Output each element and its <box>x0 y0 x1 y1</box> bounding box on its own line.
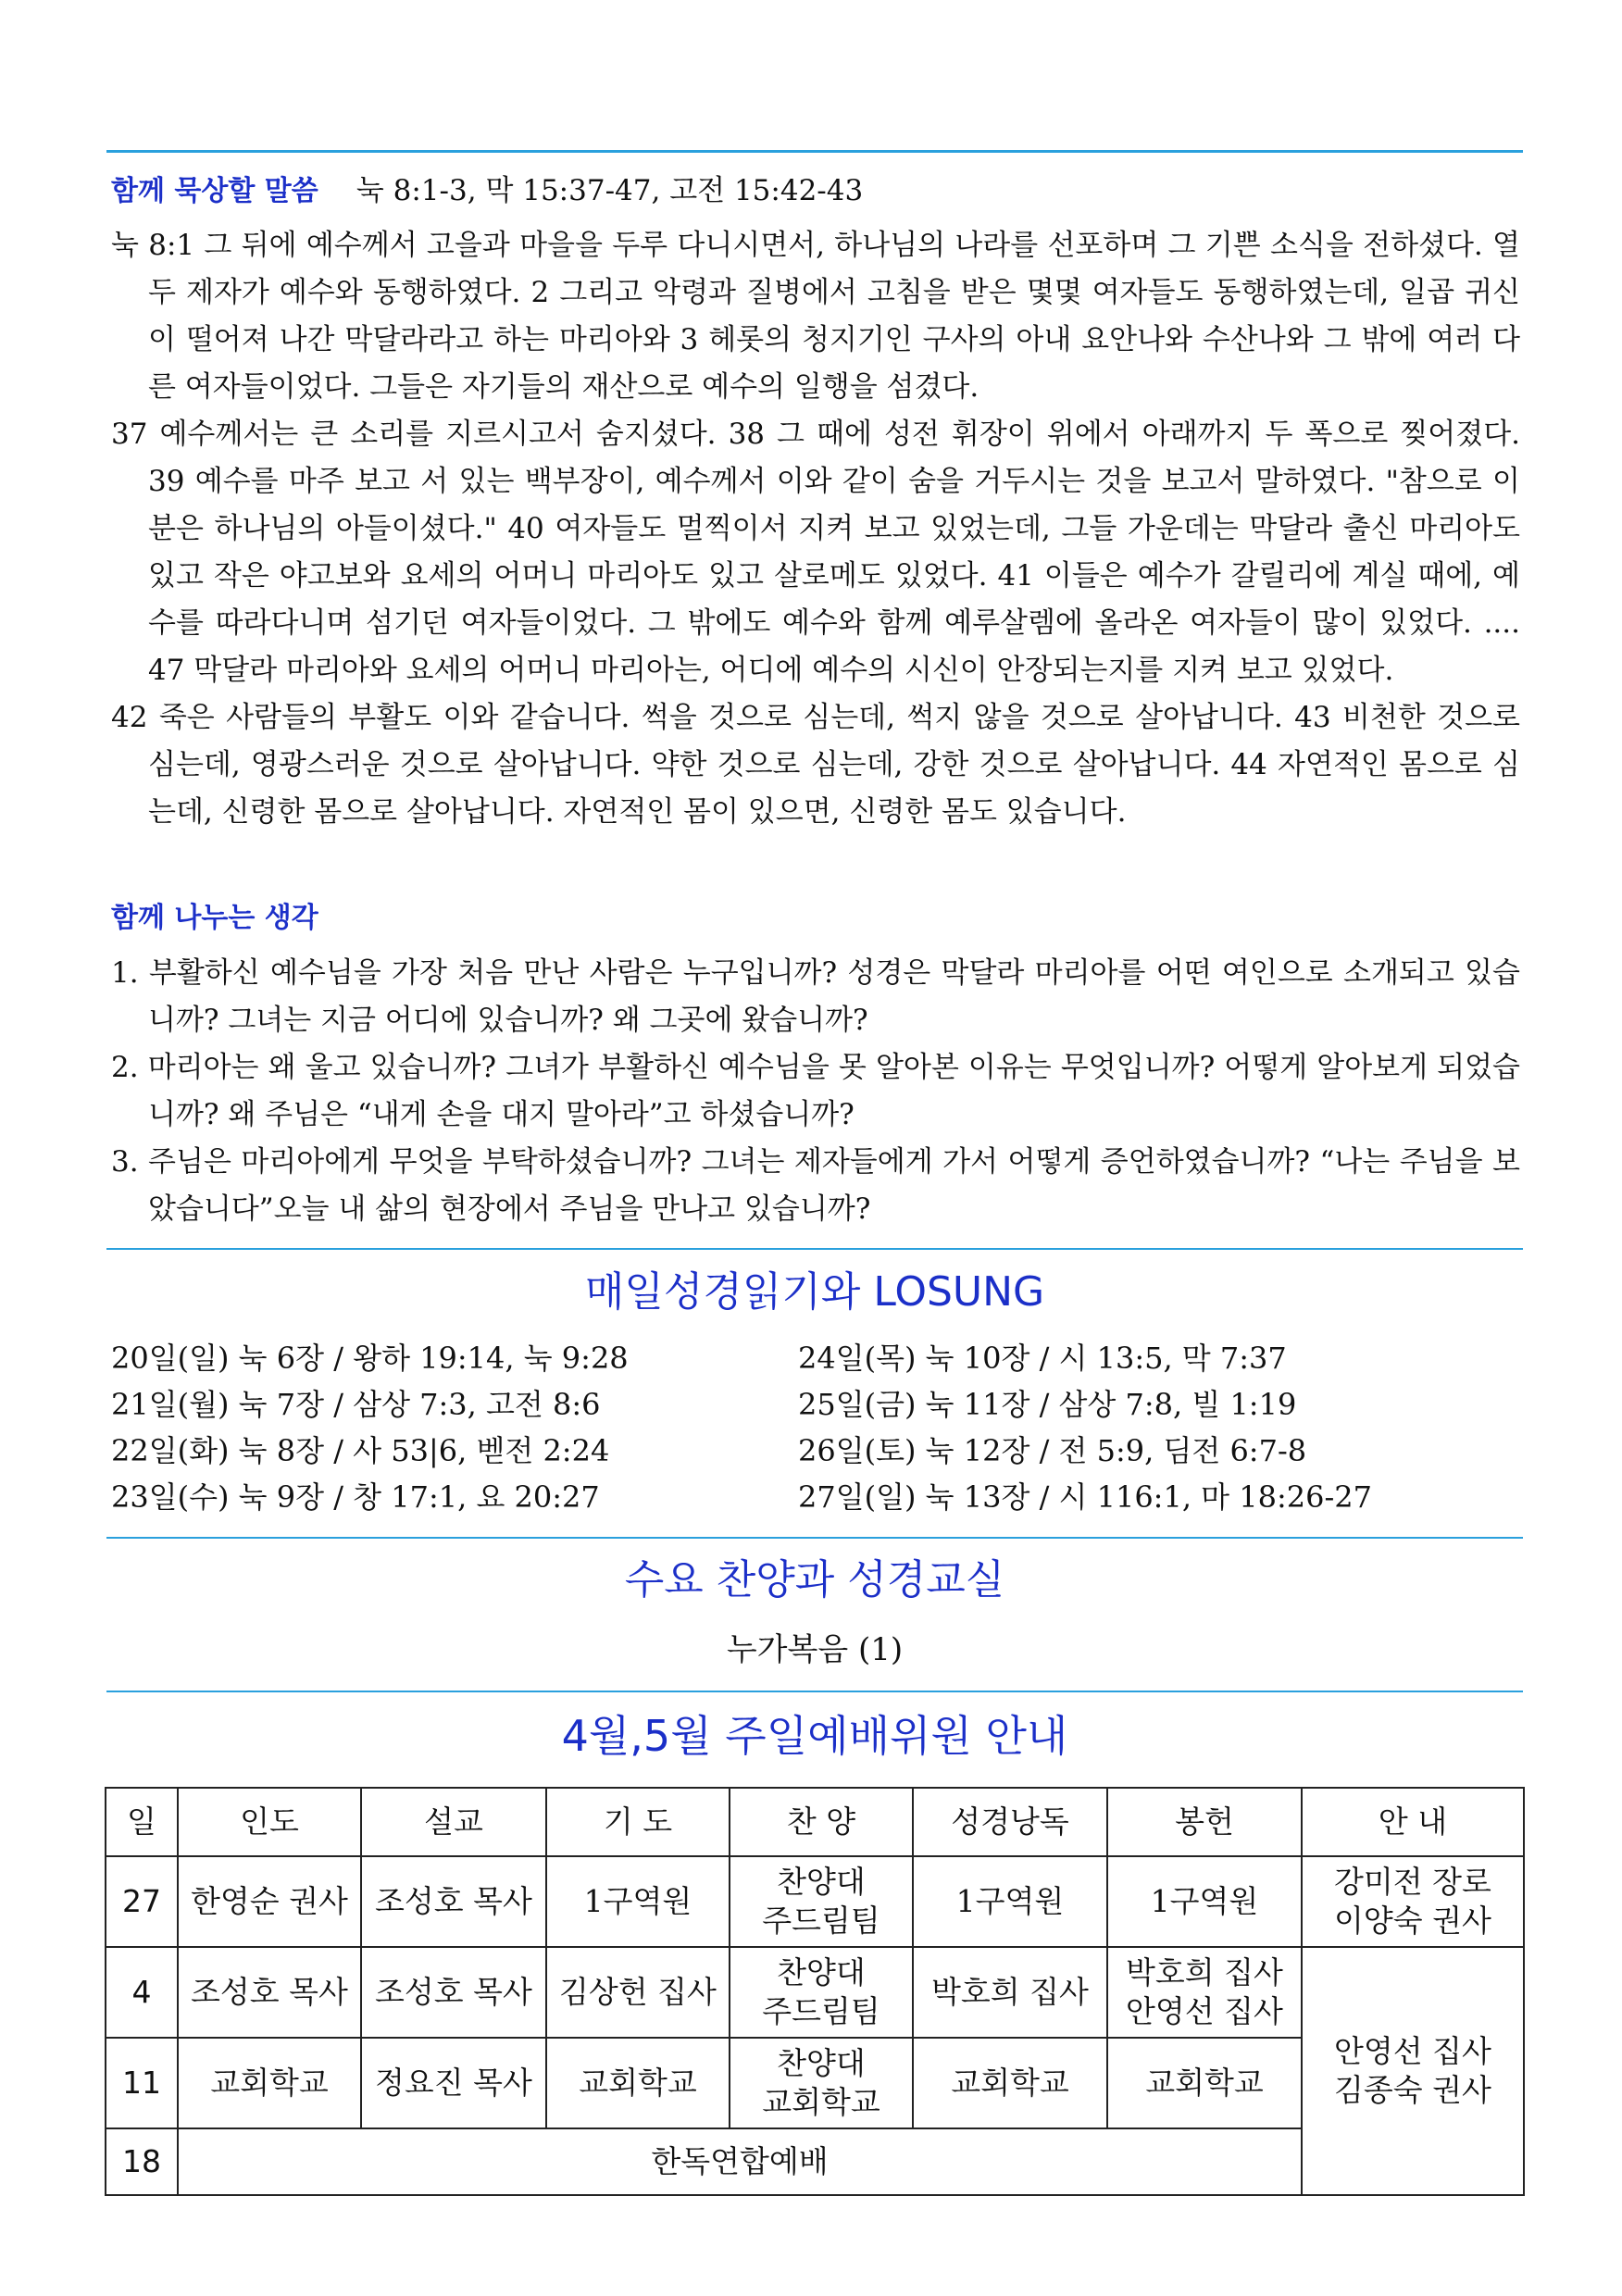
cell-guide <box>1302 1856 1524 1947</box>
header-reading: 성경낭독 <box>913 1788 1107 1856</box>
guide-line: 강미전 장로 <box>1334 1864 1491 1900</box>
cell-prayer: 김상헌 집사 <box>546 1947 730 2038</box>
cell-day: 18 <box>106 2128 178 2195</box>
guide-line: 이양숙 권사 <box>1334 1903 1491 1939</box>
cell-day: 27 <box>106 1856 178 1947</box>
offering-line: 안영선 집사 <box>1126 1993 1283 2029</box>
cell-offering: 교회학교 <box>1107 2038 1302 2128</box>
header-lead: 인도 <box>178 1788 361 1856</box>
cell-lead: 조성호 목사 <box>178 1947 361 2038</box>
header-prayer: 기 도 <box>546 1788 730 1856</box>
cell-reading: 1구역원 <box>913 1856 1107 1947</box>
cell-lead: 한영순 권사 <box>178 1856 361 1947</box>
cell-sermon: 조성호 목사 <box>361 1947 546 2038</box>
scripture-paragraph: 37 예수께서는 큰 소리를 지르시고서 숨지셨다. 38 그 때에 성전 휘장이 위에서 아래까지 두 폭으로 찢어졌다. 39 예수를 마주 보고 서 있는 백부장이, 예수께서 이와 같이 숨을 거두시는 것을 보고서 말하였다. "참으로 이분은 하나님의 아들이셨다." 40 여자들도 멀찍이서 지켜 보고 있었는데, 그들 가운데는 막달라 출신 마리아도 있고 작은 야고보와 요세의 어머니 마리아도 있고 살로메도 있었다. 41 이들은 예수가 갈릴리에 계실 때에, 예수를 따라다니며 섬기던 여자들이었다. 그 밖에도 예수와 함께 예루살렘에 올라온 여자들이 많이 있었다. .... 47 막달라 마리아와 요세의 어머니 마리아는, 어디에 예수의 시신이 안장되는지를 지켜 보고 있었다. <box>111 418 1520 687</box>
table-row <box>106 1947 1524 2038</box>
header-praise: 찬 양 <box>730 1788 913 1856</box>
scripture-paragraph: 42 죽은 사람들의 부활도 이와 같습니다. 썩을 것으로 심는데, 썩지 않을 것으로 살아납니다. 43 비천한 것으로 심는데, 영광스러운 것으로 살아납니다. 약한 것으로 심는데, 강한 것으로 살아납니다. 44 자연적인 몸으로 심는데, 신령한 몸으로 살아납니다. 자연적인 몸이 있으면, 신령한 몸도 있습니다. <box>111 701 1520 829</box>
sharing-heading: 함께 나누는 생각 <box>111 902 318 934</box>
sharing-section <box>111 894 1520 1233</box>
table-header-row <box>106 1788 1524 1856</box>
cell-offering: 1구역원 <box>1107 1856 1302 1947</box>
cell-praise <box>730 1947 913 2038</box>
header-day: 일 <box>106 1788 178 1856</box>
schedule-table <box>105 1787 1525 2196</box>
cell-prayer: 교회학교 <box>546 2038 730 2128</box>
cell-reading: 박호희 집사 <box>913 1947 1107 2038</box>
schedule-title: 4월,5월 주일예배위원 안내 <box>561 1711 1068 1761</box>
cell-reading: 교회학교 <box>913 2038 1107 2128</box>
meditation-heading: 함께 묵상할 말씀 <box>111 175 318 207</box>
question-item: 2. 마리아는 왜 울고 있습니까? 그녀가 부활하신 예수님을 못 알아본 이유는 무엇입니까? 어떻게 알아보게 되었습니까? 왜 주님은 “내게 손을 대지 말아라”고 하셨습니까? <box>111 1051 1520 1131</box>
cell-sermon: 조성호 목사 <box>361 1856 546 1947</box>
question-item: 1. 부활하신 예수님을 가장 처음 만난 사람은 누구입니까? 성경은 막달라 마리아를 어떤 여인으로 소개되고 있습니까? 그녀는 지금 어디에 있습니까? 왜 그곳에 왔습니까? <box>111 956 1520 1037</box>
section-divider <box>106 1537 1523 1539</box>
top-divider <box>106 150 1523 153</box>
sharing-questions <box>111 950 1520 1233</box>
reading-item: 22일(화) 눅 8장 / 사 53|6, 벧전 2:24 <box>111 1433 610 1468</box>
cell-praise <box>730 2038 913 2128</box>
reading-item: 21일(월) 눅 7장 / 삼상 7:3, 고전 8:6 <box>111 1387 601 1422</box>
daily-reading-title: 매일성경읽기와 LOSUNG <box>584 1268 1045 1316</box>
cell-prayer: 1구역원 <box>546 1856 730 1947</box>
reading-item: 20일(일) 눅 6장 / 왕하 19:14, 눅 9:28 <box>111 1341 629 1376</box>
header-guide: 안 내 <box>1302 1788 1524 1856</box>
reading-item: 23일(수) 눅 9장 / 창 17:1, 요 20:27 <box>111 1479 600 1515</box>
reading-item: 24일(목) 눅 10장 / 시 13:5, 막 7:37 <box>798 1341 1287 1376</box>
reading-item: 27일(일) 눅 13장 / 시 116:1, 마 18:26-27 <box>798 1479 1373 1515</box>
cell-offering <box>1107 1947 1302 2038</box>
reading-item: 26일(토) 눅 12장 / 전 5:9, 딤전 6:7-8 <box>798 1433 1307 1468</box>
cell-guide-shared <box>1302 1947 1524 2195</box>
wednesday-title: 수요 찬양과 성경교실 <box>624 1556 1005 1603</box>
cell-praise <box>730 1856 913 1947</box>
section-divider <box>106 1691 1523 1692</box>
header-offering: 봉헌 <box>1107 1788 1302 1856</box>
cell-day: 11 <box>106 2038 178 2128</box>
daily-reading-right <box>798 1335 1372 1520</box>
praise-line: 찬양대 <box>777 1864 866 1900</box>
praise-line: 찬양대 <box>777 2045 866 2081</box>
question-item: 3. 주님은 마리아에게 무엇을 부탁하셨습니까? 그녀는 제자들에게 가서 어떻게 증언하였습니까? “나는 주님을 보았습니다”오늘 내 삶의 현장에서 주님을 만나고 있습니까? <box>111 1145 1520 1226</box>
daily-reading-left <box>111 1335 629 1520</box>
scripture-paragraph: 눅 8:1 그 뒤에 예수께서 고을과 마을을 두루 다니시면서, 하나님의 나라를 선포하며 그 기쁜 소식을 전하셨다. 열두 제자가 예수와 동행하였다. 2 그리고 악령과 질병에서 고침을 받은 몇몇 여자들도 동행하였는데, 일곱 귀신이 떨어져 나간 막달라라고 하는 마리아와 3 헤롯의 청지기인 구사의 아내 요안나와 수산나와 그 밖에 여러 다른 여자들이었다. 그들은 자기들의 재산으로 예수의 일행을 섬겼다. <box>111 229 1520 404</box>
meditation-text <box>111 222 1520 836</box>
meditation-header <box>111 167 1520 215</box>
offering-line: 박호희 집사 <box>1126 1954 1283 1990</box>
cell-lead: 교회학교 <box>178 2038 361 2128</box>
meditation-section <box>111 167 1520 836</box>
meditation-refs: 눅 8:1-3, 막 15:37-47, 고전 15:42-43 <box>356 174 864 207</box>
cell-merged-service: 한독연합예배 <box>178 2128 1302 2195</box>
section-divider <box>106 1248 1523 1250</box>
praise-line: 주드림팀 <box>762 1903 880 1939</box>
wednesday-subtitle: 누가복음 (1) <box>726 1631 904 1668</box>
table-row <box>106 1856 1524 1947</box>
guide-line: 안영선 집사 <box>1334 2033 1491 2069</box>
header-sermon: 설교 <box>361 1788 546 1856</box>
praise-line: 교회학교 <box>762 2084 880 2120</box>
cell-day: 4 <box>106 1947 178 2038</box>
cell-sermon: 정요진 목사 <box>361 2038 546 2128</box>
guide-line: 김종숙 권사 <box>1334 2072 1491 2108</box>
reading-item: 25일(금) 눅 11장 / 삼상 7:8, 빌 1:19 <box>798 1387 1297 1422</box>
praise-line: 주드림팀 <box>762 1993 880 2029</box>
praise-line: 찬양대 <box>777 1954 866 1990</box>
